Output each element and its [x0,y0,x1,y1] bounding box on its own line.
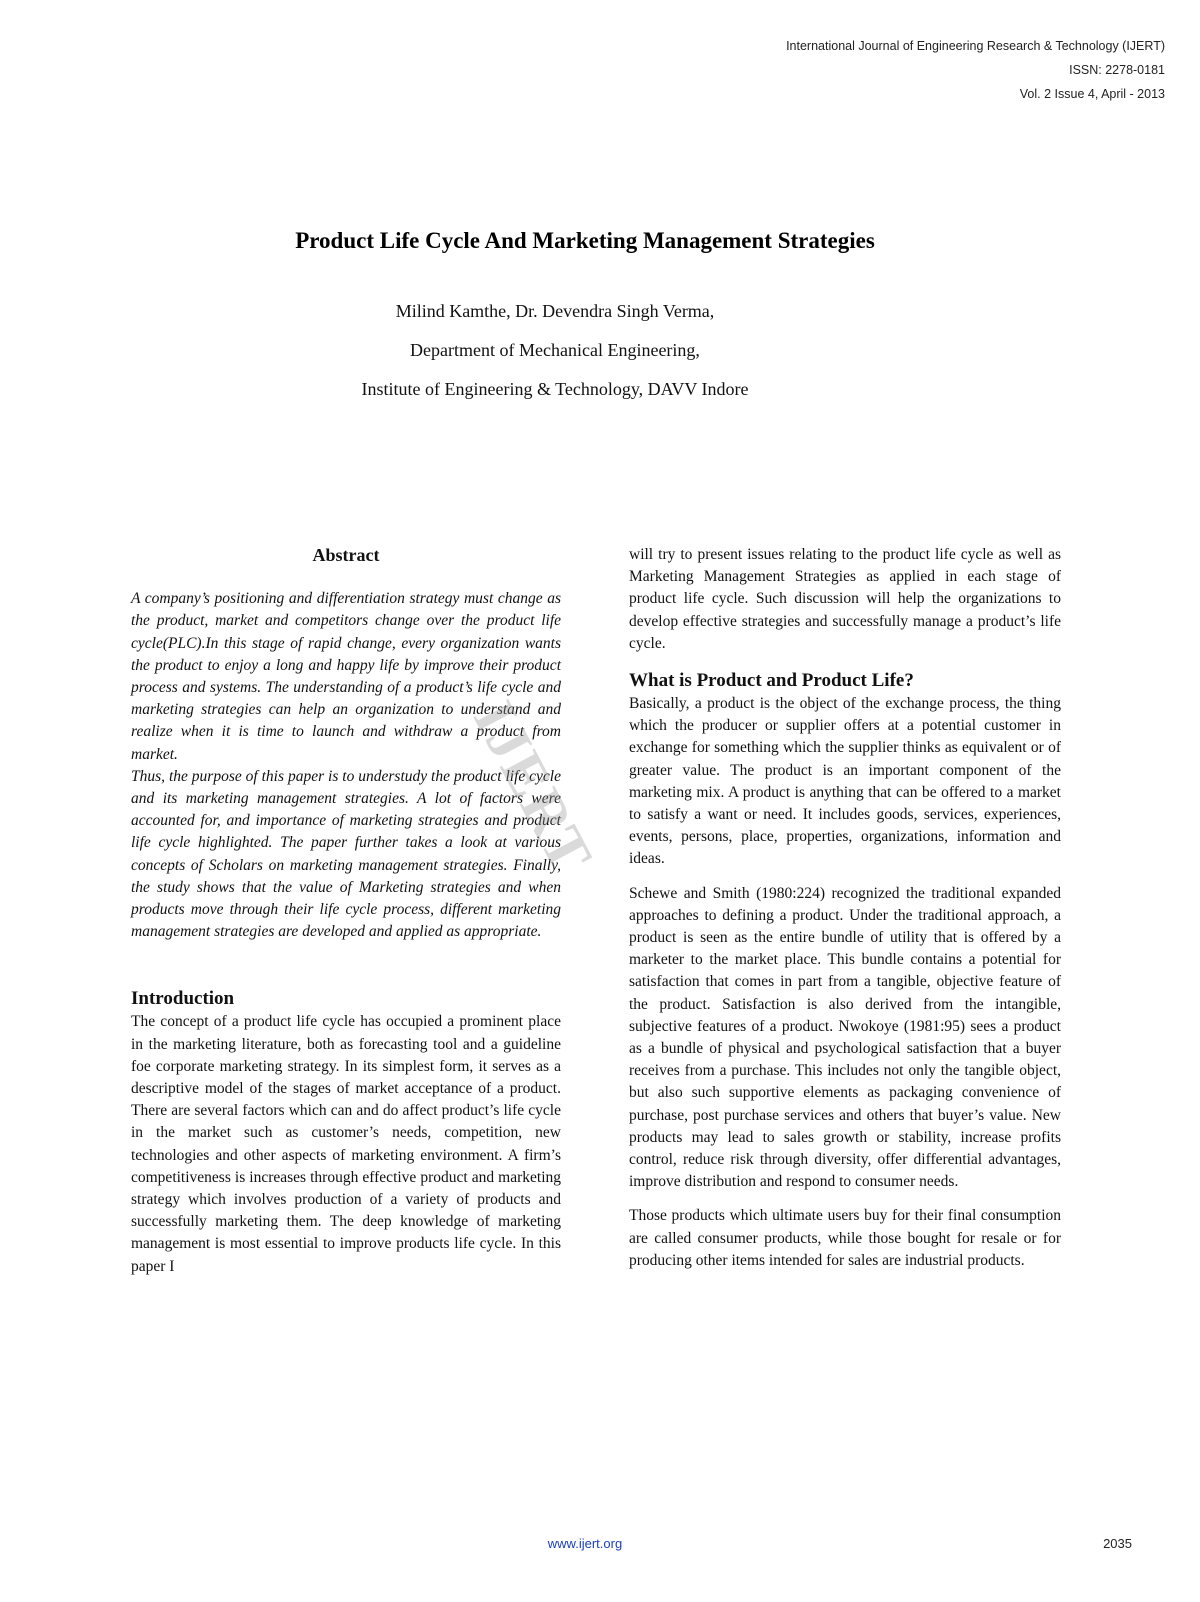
issn: ISSN: 2278-0181 [1069,63,1165,77]
journal-name: International Journal of Engineering Research & Technology (IJERT) [786,39,1165,53]
page-number: 2035 [1103,1536,1132,1551]
abstract-paragraph: Thus, the purpose of this paper is to understudy the product life cycle and its marketing management strategies. A lot of factors were accounted for, and importance of marketing strategies and product life cycle highlighted. The paper further takes a look at various concepts of Scholars on marketing management strategies. Finally, the study shows that the value of Marketing strategies and when products move through their life cycle process, different marketing management strategies are developed and applied as appropriate. [131,767,561,941]
volume-issue: Vol. 2 Issue 4, April - 2013 [1019,87,1165,101]
right-column [629,544,1061,1272]
section-heading-product: What is Product and Product Life? [629,670,914,692]
watermark: IJERT [460,690,606,885]
body-paragraph: Those products which ultimate users buy for their final consumption are called consumer products, while those bought for resale or for producing other items intended for sales are industrial products. [629,1207,1061,1269]
journal-header [786,34,1165,106]
author-institute: Institute of Engineering & Technology, DAVV Indore [361,379,749,399]
author-department: Department of Mechanical Engineering, [410,340,700,360]
introduction-heading: Introduction [131,988,235,1010]
abstract-heading: Abstract [312,545,380,565]
body-paragraph: Basically, a product is the object of the exchange process, the thing which the producer or supplier offers at a potential customer in exchange for something which the supplier thinks as equivalent or of greater value. The product is an important component of the marketing mix. A product is anything that can be offered to a market to satisfy a want or need. It includes goods, services, experiences, events, persons, place, properties, organizations, information and ideas. [629,695,1061,868]
body-paragraph: Schewe and Smith (1980:224) recognized the traditional expanded approaches to defining a product. Under the traditional approach, a product is seen as the entire bundle of utility that is offered by a marketer to the market place. This bundle contains a potential for satisfaction that comes in part from a tangible, objective feature of the product. Satisfaction is also derived from the intangible, subjective features of a product. Nwokoye (1981:95) sees a product as a bundle of physical and psychological satisfaction that a buyer receives from a purchase. This includes not only the tangible object, but also such supportive elements as packaging convenience of purchase, post purchase services and others that buyer’s value. New products may lead to sales growth or stability, increase profits control, reduce risk through diversity, offer differential advantages, improve distribution and respond to consumer needs. [629,884,1061,1191]
introduction-paragraph: The concept of a product life cycle has occupied a prominent place in the marketing literature, both as forecasting tool and a guideline foe corporate marketing strategy. In its simplest form, it serves as a descriptive model of the stages of market acceptance of a product. There are several factors which can and do affect product’s life cycle in the market such as customer’s needs, competition, new technologies and other aspects of marketing environment. A firm’s competitiveness is increases through effective product and marketing strategy which involves production of a variety of products and successfully marketing them. The deep knowledge of marketing management is most essential to improve products life cycle. In this paper I [131,1013,561,1275]
author-block [0,292,1110,409]
author-names: Milind Kamthe, Dr. Devendra Singh Verma, [395,301,715,321]
footer-link[interactable]: www.ijert.org [547,1536,623,1551]
abstract-paragraph: A company’s positioning and differentiation strategy must change as the product, market and competitors change over the product life cycle(PLC).In this stage of rapid change, every organization wants the product to enjoy a long and happy life by improve their product process and systems. The understanding of a product’s life cycle and marketing strategies can help an organization to understand and realize when it is time to launch and withdraw a product from market. [131,590,561,763]
paper-title: Product Life Cycle And Marketing Management Strategies [295,228,875,253]
left-column [131,544,561,1278]
introduction-continued-paragraph: will try to present issues relating to the product life cycle as well as Marketing Management Strategies as applied in each stage of product life cycle. Such discussion will help the organizations to develop effective strategies and successfully manage a product’s life cycle. [629,546,1061,652]
